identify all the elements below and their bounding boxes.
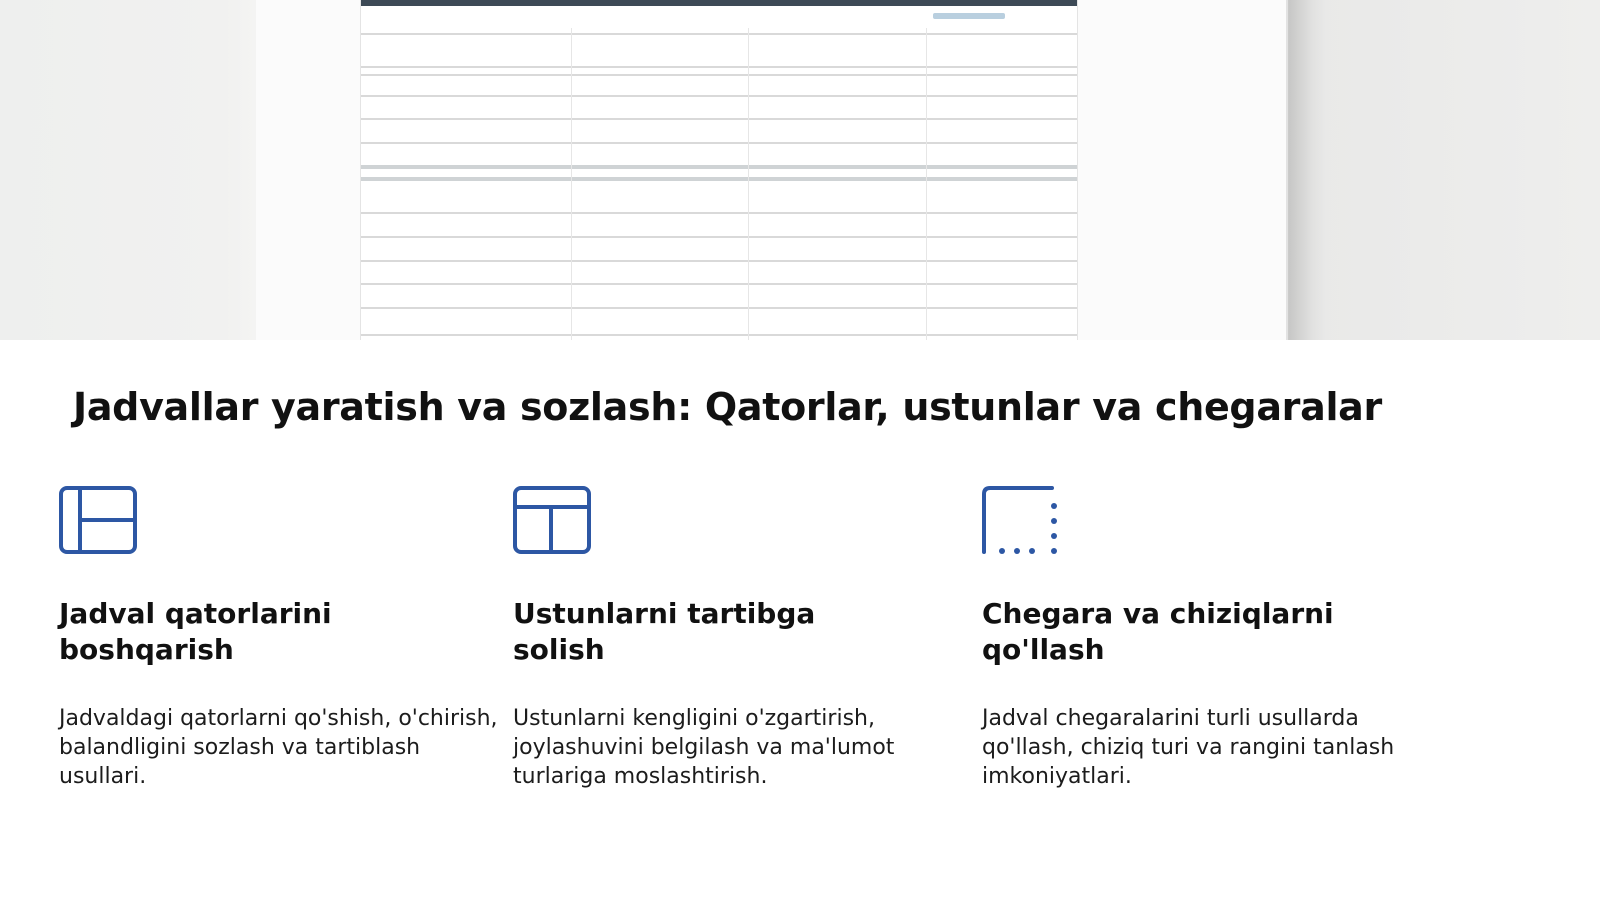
table-row-line xyxy=(361,33,1077,35)
table-column-line xyxy=(748,28,749,340)
page-title: Jadvallar yaratish va sozlash: Qatorlar, ustunlar va chegaralar xyxy=(73,385,1382,429)
table-row-line xyxy=(361,307,1077,309)
table-row-line xyxy=(361,334,1077,336)
table-row-line xyxy=(361,236,1077,238)
hero-spreadsheet-image xyxy=(0,0,1600,340)
table-row-line xyxy=(361,74,1077,76)
feature-description: Ustunlarni kengligini o'zgartirish, joylashuvini belgilash va ma'lumot turlariga moslashtirish. xyxy=(513,706,895,789)
table-header-bar xyxy=(361,0,1077,6)
feature-description: Jadval chegaralarini turli usullarda qo'llash, chiziq turi va rangini tanlash imkoniyatlari. xyxy=(982,706,1395,789)
table-header-accent xyxy=(933,13,1005,19)
table-row-line xyxy=(361,177,1077,181)
feature-description: Jadvaldagi qatorlarni qo'shish, o'chirish, balandligini sozlash va tartiblash usullari. xyxy=(59,706,498,789)
feature-title: Chegara va chiziqlarni qo'llash xyxy=(982,597,1334,666)
feature-card-borders xyxy=(982,486,1395,789)
feature-card-rows xyxy=(59,486,498,789)
table-row-line xyxy=(361,95,1077,97)
feature-title: Ustunlarni tartibga solish xyxy=(513,597,816,666)
table-row-line xyxy=(361,118,1077,120)
table-row-line xyxy=(361,66,1077,68)
table-column-line xyxy=(926,28,927,340)
columns-layout-icon xyxy=(513,486,593,556)
table-row-line xyxy=(361,165,1077,169)
table-row-line xyxy=(361,283,1077,285)
paper-shadow xyxy=(1286,0,1326,340)
table-row-line xyxy=(361,260,1077,262)
table-column-line xyxy=(571,28,572,340)
border-style-icon xyxy=(982,486,1062,556)
spreadsheet-table xyxy=(360,0,1078,340)
table-row-line xyxy=(361,142,1077,144)
feature-card-columns xyxy=(513,486,913,789)
rows-layout-icon xyxy=(59,486,139,556)
table-row-line xyxy=(361,212,1077,214)
feature-title: Jadval qatorlarini boshqarish xyxy=(59,597,332,666)
